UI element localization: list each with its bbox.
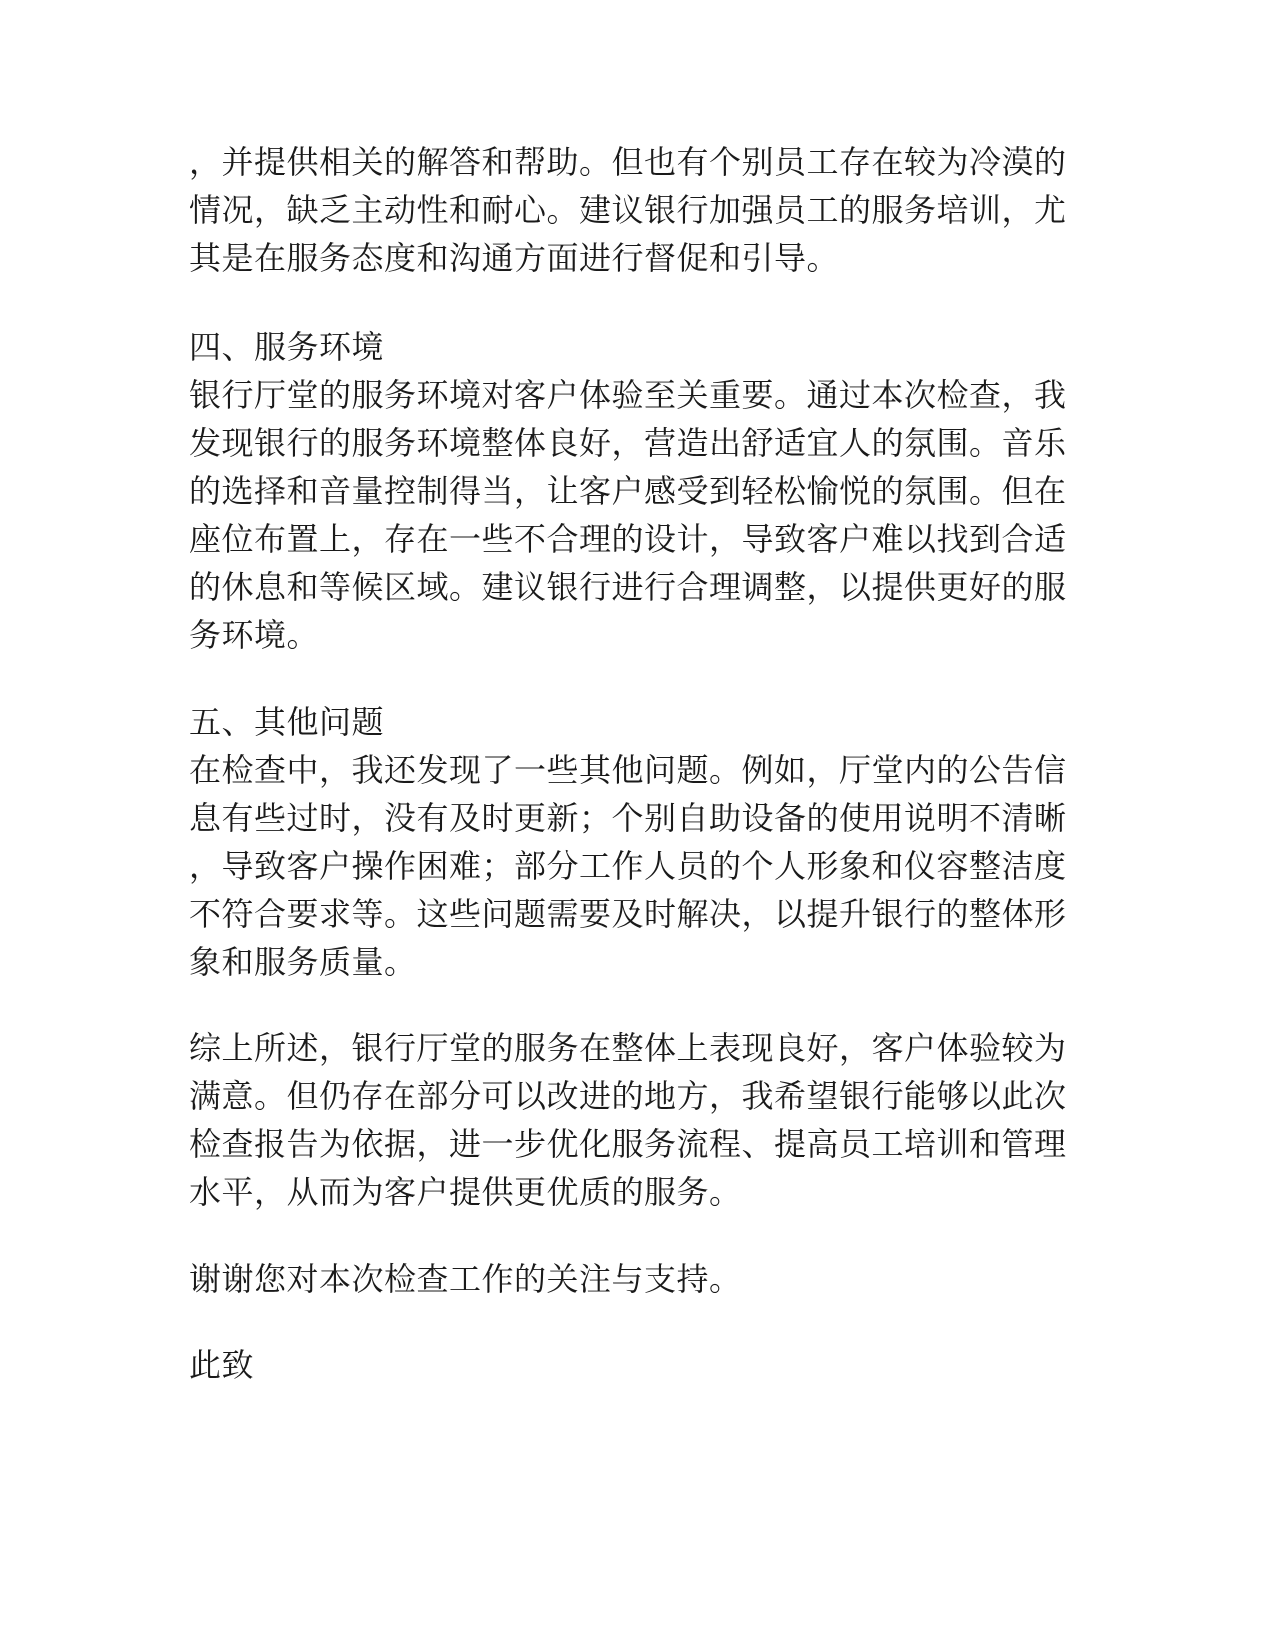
continuation-line: 情况，缺乏主动性和耐心。建议银行加强员工的服务培训，尤 <box>189 191 1067 229</box>
paragraph-line: 满意。但仍存在部分可以改进的地方，我希望银行能够以此次 <box>189 1077 1067 1115</box>
paragraph-line: 在检查中，我还发现了一些其他问题。例如，厅堂内的公告信 <box>189 751 1067 789</box>
continuation-line: 其是在服务态度和沟通方面进行督促和引导。 <box>189 239 840 277</box>
section-heading: 五、其他问题 <box>189 703 385 741</box>
closing-salutation: 此致 <box>189 1346 255 1384</box>
continuation-line: ，并提供相关的解答和帮助。但也有个别员工存在较为冷漠的 <box>189 143 1067 181</box>
paragraph-line: 检查报告为依据，进一步优化服务流程、提高员工培训和管理 <box>189 1125 1067 1163</box>
paragraph-line: 务环境。 <box>189 616 320 654</box>
section-heading: 四、服务环境 <box>189 328 385 366</box>
paragraph-line: 银行厅堂的服务环境对客户体验至关重要。通过本次检查，我 <box>189 376 1067 414</box>
paragraph-line: 综上所述，银行厅堂的服务在整体上表现良好，客户体验较为 <box>189 1029 1067 1067</box>
paragraph-line: 的选择和音量控制得当，让客户感受到轻松愉悦的氛围。但在 <box>189 472 1067 510</box>
paragraph-line: 水平，从而为客户提供更优质的服务。 <box>189 1173 742 1211</box>
paragraph-line: ，导致客户操作困难；部分工作人员的个人形象和仪容整洁度 <box>189 847 1067 885</box>
paragraph-line: 不符合要求等。这些问题需要及时解决，以提升银行的整体形 <box>189 895 1067 933</box>
paragraph-line: 息有些过时，没有及时更新；个别自助设备的使用说明不清晰 <box>189 799 1067 837</box>
paragraph-line: 座位布置上，存在一些不合理的设计，导致客户难以找到合适 <box>189 520 1067 558</box>
paragraph-line: 象和服务质量。 <box>189 943 417 981</box>
paragraph-line: 的休息和等候区域。建议银行进行合理调整，以提供更好的服 <box>189 568 1067 606</box>
thanks-line: 谢谢您对本次检查工作的关注与支持。 <box>189 1260 742 1298</box>
paragraph-line: 发现银行的服务环境整体良好，营造出舒适宜人的氛围。音乐 <box>189 424 1067 462</box>
